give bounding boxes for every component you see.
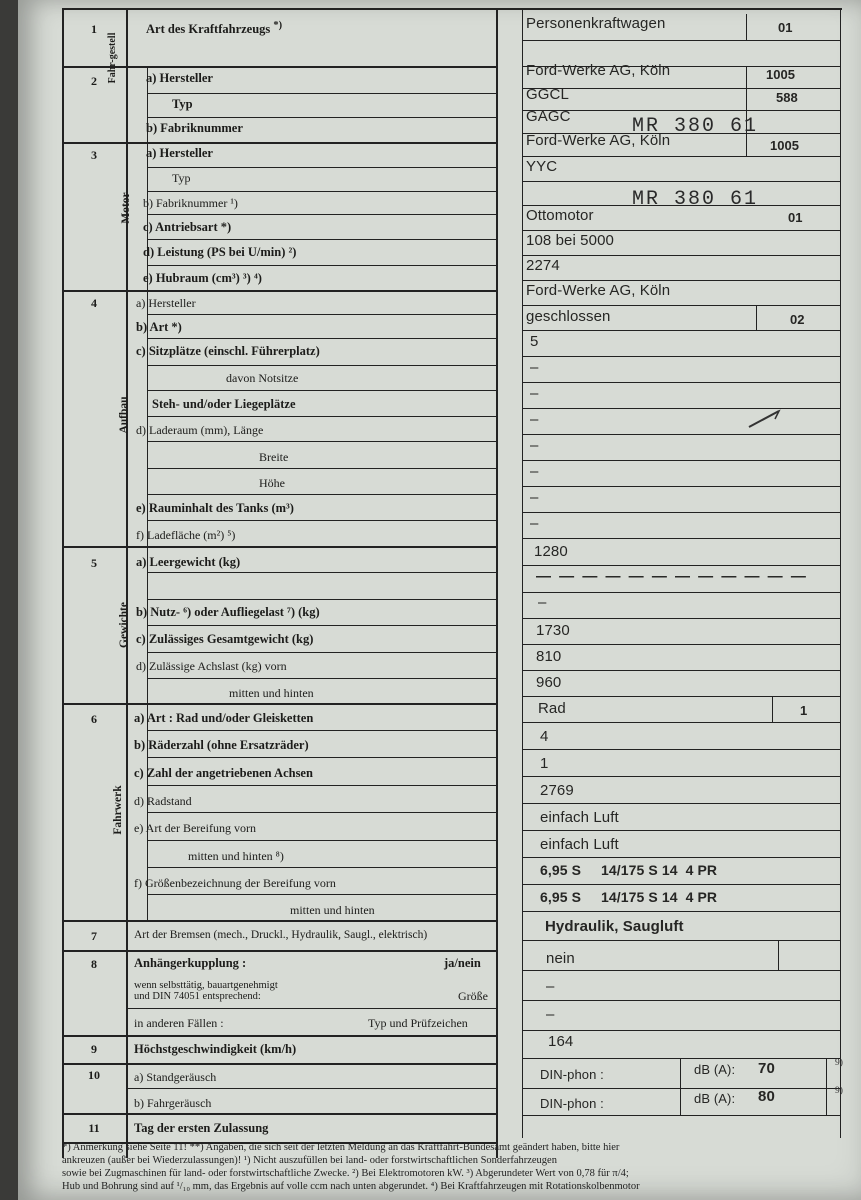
row-2-number: 2 <box>91 74 97 88</box>
cargo-height-label: Höhe <box>259 476 285 490</box>
row-6-number: 6 <box>91 712 97 726</box>
footnote-line-1: *) Anmerkung siehe Seite 11! **) Angaben, die sich seit der letzten Meldung an das Kraftfahrt-Bundesamt geändert haben, bitte hier <box>62 1142 620 1153</box>
tyre-size-rear-label: mitten und hinten <box>290 903 375 917</box>
cargo-length-value: – <box>530 411 539 428</box>
driving-noise-value: 80 <box>758 1088 775 1105</box>
gross-weight-label: c) Zulässiges Gesamtgewicht (kg) <box>136 632 314 646</box>
standing-noise-footnote: 9) <box>835 1058 843 1068</box>
payload-value: – <box>538 594 547 611</box>
brakes-value: Hydraulik, Saugluft <box>545 918 684 935</box>
drive-type-label: c) Antriebsart *) <box>143 220 232 234</box>
standing-noise-db-label: dB (A): <box>694 1062 736 1077</box>
engine-manufacturer-code: 1005 <box>770 138 799 153</box>
coupling-auto-label-2: und DIN 74051 entsprechend: <box>134 991 261 1002</box>
dash-line-value: — — — — — — — — — — — — <box>536 568 808 585</box>
row-1-label <box>146 20 282 37</box>
tyre-size-front-value: 6,95 S 14/175 S 14 4 PR <box>540 862 718 878</box>
chassis-type-value: GGCL <box>526 86 569 103</box>
body-kind-label: b) Art *) <box>136 320 182 334</box>
row-9-number: 9 <box>91 1042 97 1056</box>
max-speed-value: 164 <box>548 1033 574 1050</box>
empty-weight-label: a) Leergewicht (kg) <box>136 555 241 569</box>
tyre-type-rear-label: mitten und hinten ⁸) <box>188 849 284 863</box>
seats-label: c) Sitzplätze (einschl. Führerplatz) <box>136 344 320 358</box>
tyre-type-front-label: e) Art der Bereifung vorn <box>134 821 256 835</box>
axle-load-rear-value: 960 <box>536 674 562 691</box>
coupling-other-label: in anderen Fällen : <box>134 1016 224 1030</box>
load-area-value: – <box>530 515 539 532</box>
cargo-width-label: Breite <box>259 450 289 464</box>
row-10-number: 10 <box>88 1068 100 1082</box>
wheelbase-value: 2769 <box>540 782 574 799</box>
engine-number-label: b) Fabriknummer ¹) <box>143 196 238 210</box>
driven-axles-value: 1 <box>540 755 549 772</box>
cargo-length-label: d) Laderaum (mm), Länge <box>136 423 264 437</box>
chassis-number-label: b) Fabriknummer <box>146 121 243 135</box>
trailer-coupling-label: Anhängerkupplung : <box>134 956 247 970</box>
row-7-number: 7 <box>91 929 97 943</box>
row-11-number: 11 <box>88 1121 100 1135</box>
group-fahrwerk: Fahrwerk <box>112 785 124 835</box>
standing-noise-unit: DIN-phon : <box>540 1067 604 1082</box>
footnote-line-3: sowie bei Zugmaschinen für land- oder forstwirtschaftliche Zwecke. ²) Bei Elektromotoren kW. ³) Abgerundeter Wert von 0,78 für π/4; <box>62 1168 629 1179</box>
running-gear-type-value: Rad <box>538 700 566 717</box>
tyre-size-rear-value: 6,95 S 14/175 S 14 4 PR <box>540 889 718 905</box>
row-1-number: 1 <box>91 22 97 36</box>
pen-stroke-mark <box>745 405 785 431</box>
footnote-line-2: ankreuzen (außer bei Wiederzulassungen)! ¹) Nicht auszufüllen bei land- oder forstwirtschaftlichen Sonderfahrzeugen <box>62 1155 557 1166</box>
engine-number-stamp: MR 380 61 <box>632 188 759 211</box>
power-value: 108 bei 5000 <box>526 232 614 249</box>
axle-load-front-value: 810 <box>536 648 562 665</box>
body-manufacturer-label: a) Hersteller <box>136 296 196 310</box>
coupling-size-label: Größe <box>458 989 488 1003</box>
standing-places-value: – <box>530 385 539 402</box>
first-registration-label: Tag der ersten Zulassung <box>134 1121 269 1135</box>
chassis-manufacturer-label: a) Hersteller <box>146 71 213 85</box>
vehicle-type-label: Art des Kraftfahrzeugs <box>146 22 271 37</box>
group-aufbau: Aufbau <box>118 396 130 434</box>
seats-value: 5 <box>530 333 539 350</box>
axle-load-rear-label: mitten und hinten <box>229 686 314 700</box>
coupling-other-value: – <box>546 1006 555 1023</box>
coupling-type-label: Typ und Prüfzeichen <box>368 1016 468 1030</box>
engine-type-label: Typ <box>172 171 191 185</box>
empty-weight-value: 1280 <box>534 543 568 560</box>
brakes-label: Art der Bremsen (mech., Druckl., Hydraulik, Saugl., elektrisch) <box>134 929 428 941</box>
tank-volume-label: e) Rauminhalt des Tanks (m³) <box>136 501 294 515</box>
vehicle-type-code: 01 <box>778 20 793 35</box>
chassis-number-stamp: MR 380 61 <box>632 115 759 138</box>
driving-noise-unit: DIN-phon : <box>540 1096 604 1111</box>
cargo-height-value: – <box>530 463 539 480</box>
standing-noise-value: 70 <box>758 1060 775 1077</box>
standing-noise-label: a) Standgeräusch <box>134 1070 217 1084</box>
driving-noise-label: b) Fahrgeräusch <box>134 1096 212 1110</box>
max-speed-label: Höchstgeschwindigkeit (km/h) <box>134 1042 297 1056</box>
tyre-type-rear-value: einfach Luft <box>540 836 619 853</box>
row-8-number: 8 <box>91 957 97 971</box>
running-gear-type-code: 1 <box>800 703 808 718</box>
coupling-auto-value: – <box>546 978 555 995</box>
body-manufacturer-value: Ford-Werke AG, Köln <box>526 282 671 299</box>
driven-axles-label: c) Zahl der angetriebenen Achsen <box>134 766 313 780</box>
axle-load-front-label: d) Zulässige Achslast (kg) vorn <box>136 659 287 673</box>
wheel-count-value: 4 <box>540 728 549 745</box>
row-5-number: 5 <box>91 556 97 570</box>
drive-type-value: Ottomotor <box>526 207 594 224</box>
engine-manufacturer-label: a) Hersteller <box>146 146 213 160</box>
power-label: d) Leistung (PS bei U/min) ²) <box>143 245 297 259</box>
engine-type-value: YYC <box>526 158 558 175</box>
footnotes <box>62 1141 852 1193</box>
standing-places-label: Steh- und/oder Liegeplätze <box>152 397 296 411</box>
tyre-size-front-label: f) Größenbezeichnung der Bereifung vorn <box>134 876 336 890</box>
cargo-width-value: – <box>530 437 539 454</box>
group-fahrgestell: Fahr-gestell <box>107 32 118 84</box>
engine-manufacturer-value: Ford-Werke AG, Köln <box>526 132 671 149</box>
row-3-number: 3 <box>91 148 97 162</box>
wheelbase-label: d) Radstand <box>134 794 192 808</box>
gross-weight-value: 1730 <box>536 622 570 639</box>
load-area-label: f) Ladefläche (m²) ⁵) <box>136 528 236 542</box>
emergency-seats-label: davon Notsitze <box>226 371 299 385</box>
drive-type-code: 01 <box>788 210 803 225</box>
chassis-type-label: Typ <box>172 97 193 111</box>
vehicle-type-value: Personenkraftwagen <box>526 15 666 32</box>
coupling-auto-label-1: wenn selbsttätig, bauartgenehmigt <box>134 980 278 991</box>
trailer-coupling-value: nein <box>546 950 575 967</box>
tyre-type-front-value: einfach Luft <box>540 809 619 826</box>
group-motor: Motor <box>120 192 132 224</box>
emergency-seats-value: – <box>530 359 539 376</box>
yes-no-label: ja/nein <box>444 956 481 970</box>
chassis-manufacturer-code: 1005 <box>766 67 795 82</box>
running-gear-type-label: a) Art : Rad und/oder Gleisketten <box>134 711 314 725</box>
footnote-line-4: Hub und Bohrung sind auf ¹/₁₀ mm, das Ergebnis auf volle ccm nach unten abgerundet. ⁴) Bei Kraftfahrzeugen mit Rotationskolbenmotor <box>62 1181 640 1192</box>
vehicle-type-sup: *) <box>273 20 283 31</box>
chassis-manufacturer-value: Ford-Werke AG, Köln <box>526 62 671 79</box>
displacement-value: 2274 <box>526 257 560 274</box>
row-4-number: 4 <box>91 296 97 310</box>
chassis-type-code: 588 <box>776 90 798 105</box>
displacement-label: e) Hubraum (cm³) ³) ⁴) <box>143 271 262 285</box>
body-kind-value: geschlossen <box>526 308 611 325</box>
wheel-count-label: b) Räderzahl (ohne Ersatzräder) <box>134 738 309 752</box>
driving-noise-db-label: dB (A): <box>694 1091 736 1106</box>
tank-volume-value: – <box>530 489 539 506</box>
payload-label: b) Nutz- ⁶) oder Aufliegelast ⁷) (kg) <box>136 605 320 619</box>
driving-noise-footnote: 9) <box>835 1086 843 1096</box>
chassis-number-value: GAGC <box>526 108 571 125</box>
group-gewichte: Gewichte <box>118 602 130 648</box>
body-kind-code: 02 <box>790 312 805 327</box>
